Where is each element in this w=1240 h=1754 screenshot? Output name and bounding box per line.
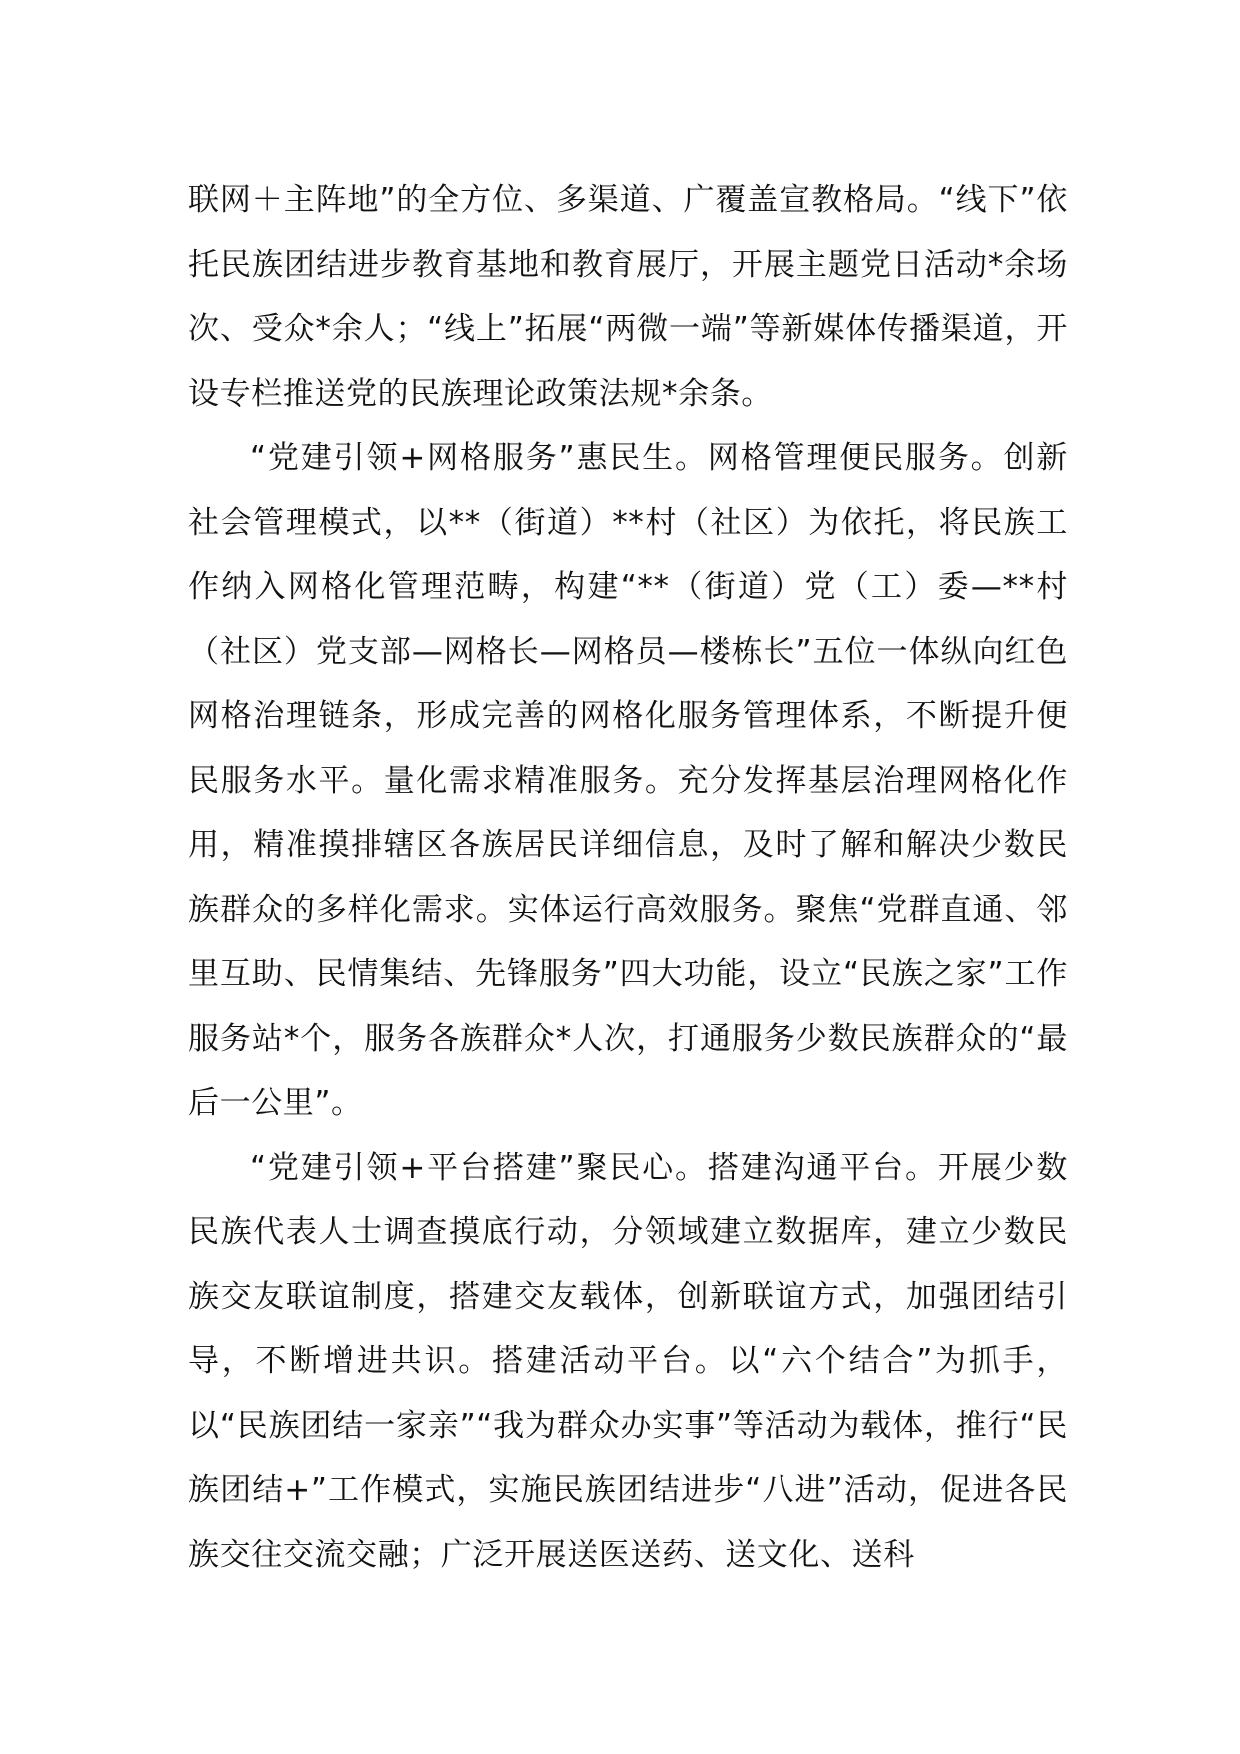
paragraph-grid-service: “党建引领+网格服务”惠民生。网格管理便民服务。创新社会管理模式，以**（街道）**村（社区）为依托，将民族工作纳入网格化管理范畴，构建“**（街道）党（工）委—**村（社区）党支部—网格长—网格员—楼栋长”五位一体纵向红色网格治理链条，形成完善的网格化服务管理体系，不断提升便民服务水平。量化需求精准服务。充分发挥基层治理网格化作用，精准摸排辖区各族居民详细信息，及时了解和解决少数民族群众的多样化需求。实体运行高效服务。聚焦“党群直通、邻里互助、民情集结、先锋服务”四大功能，设立“民族之家”工作服务站*个，服务各族群众*人次，打通服务少数民族群众的“最后一公里”。 <box>188 440 1068 1121</box>
paragraph-platform-building: “党建引领+平台搭建”聚民心。搭建沟通平台。开展少数民族代表人士调查摸底行动，分领域建立数据库，建立少数民族交友联谊制度，搭建交友载体，创新联谊方式，加强团结引导，不断增进共识。搭建活动平台。以“六个结合”为抓手，以“民族团结一家亲”“我为群众办实事”等活动为载体，推行“民族团结+”工作模式，实施民族团结进步“八进”活动，促进各民族交往交流交融；广泛开展送医送药、送文化、送科 <box>188 1149 1068 1573</box>
body-text <box>188 168 1068 1587</box>
paragraph-continued-publicity: 联网＋主阵地”的全方位、多渠道、广覆盖宣教格局。“线下”依托民族团结进步教育基地和教育展厅，开展主题党日活动*余场次、受众*余人；“线上”拓展“两微一端”等新媒体传播渠道，开设专栏推送党的民族理论政策法规*余条。 <box>188 182 1068 412</box>
